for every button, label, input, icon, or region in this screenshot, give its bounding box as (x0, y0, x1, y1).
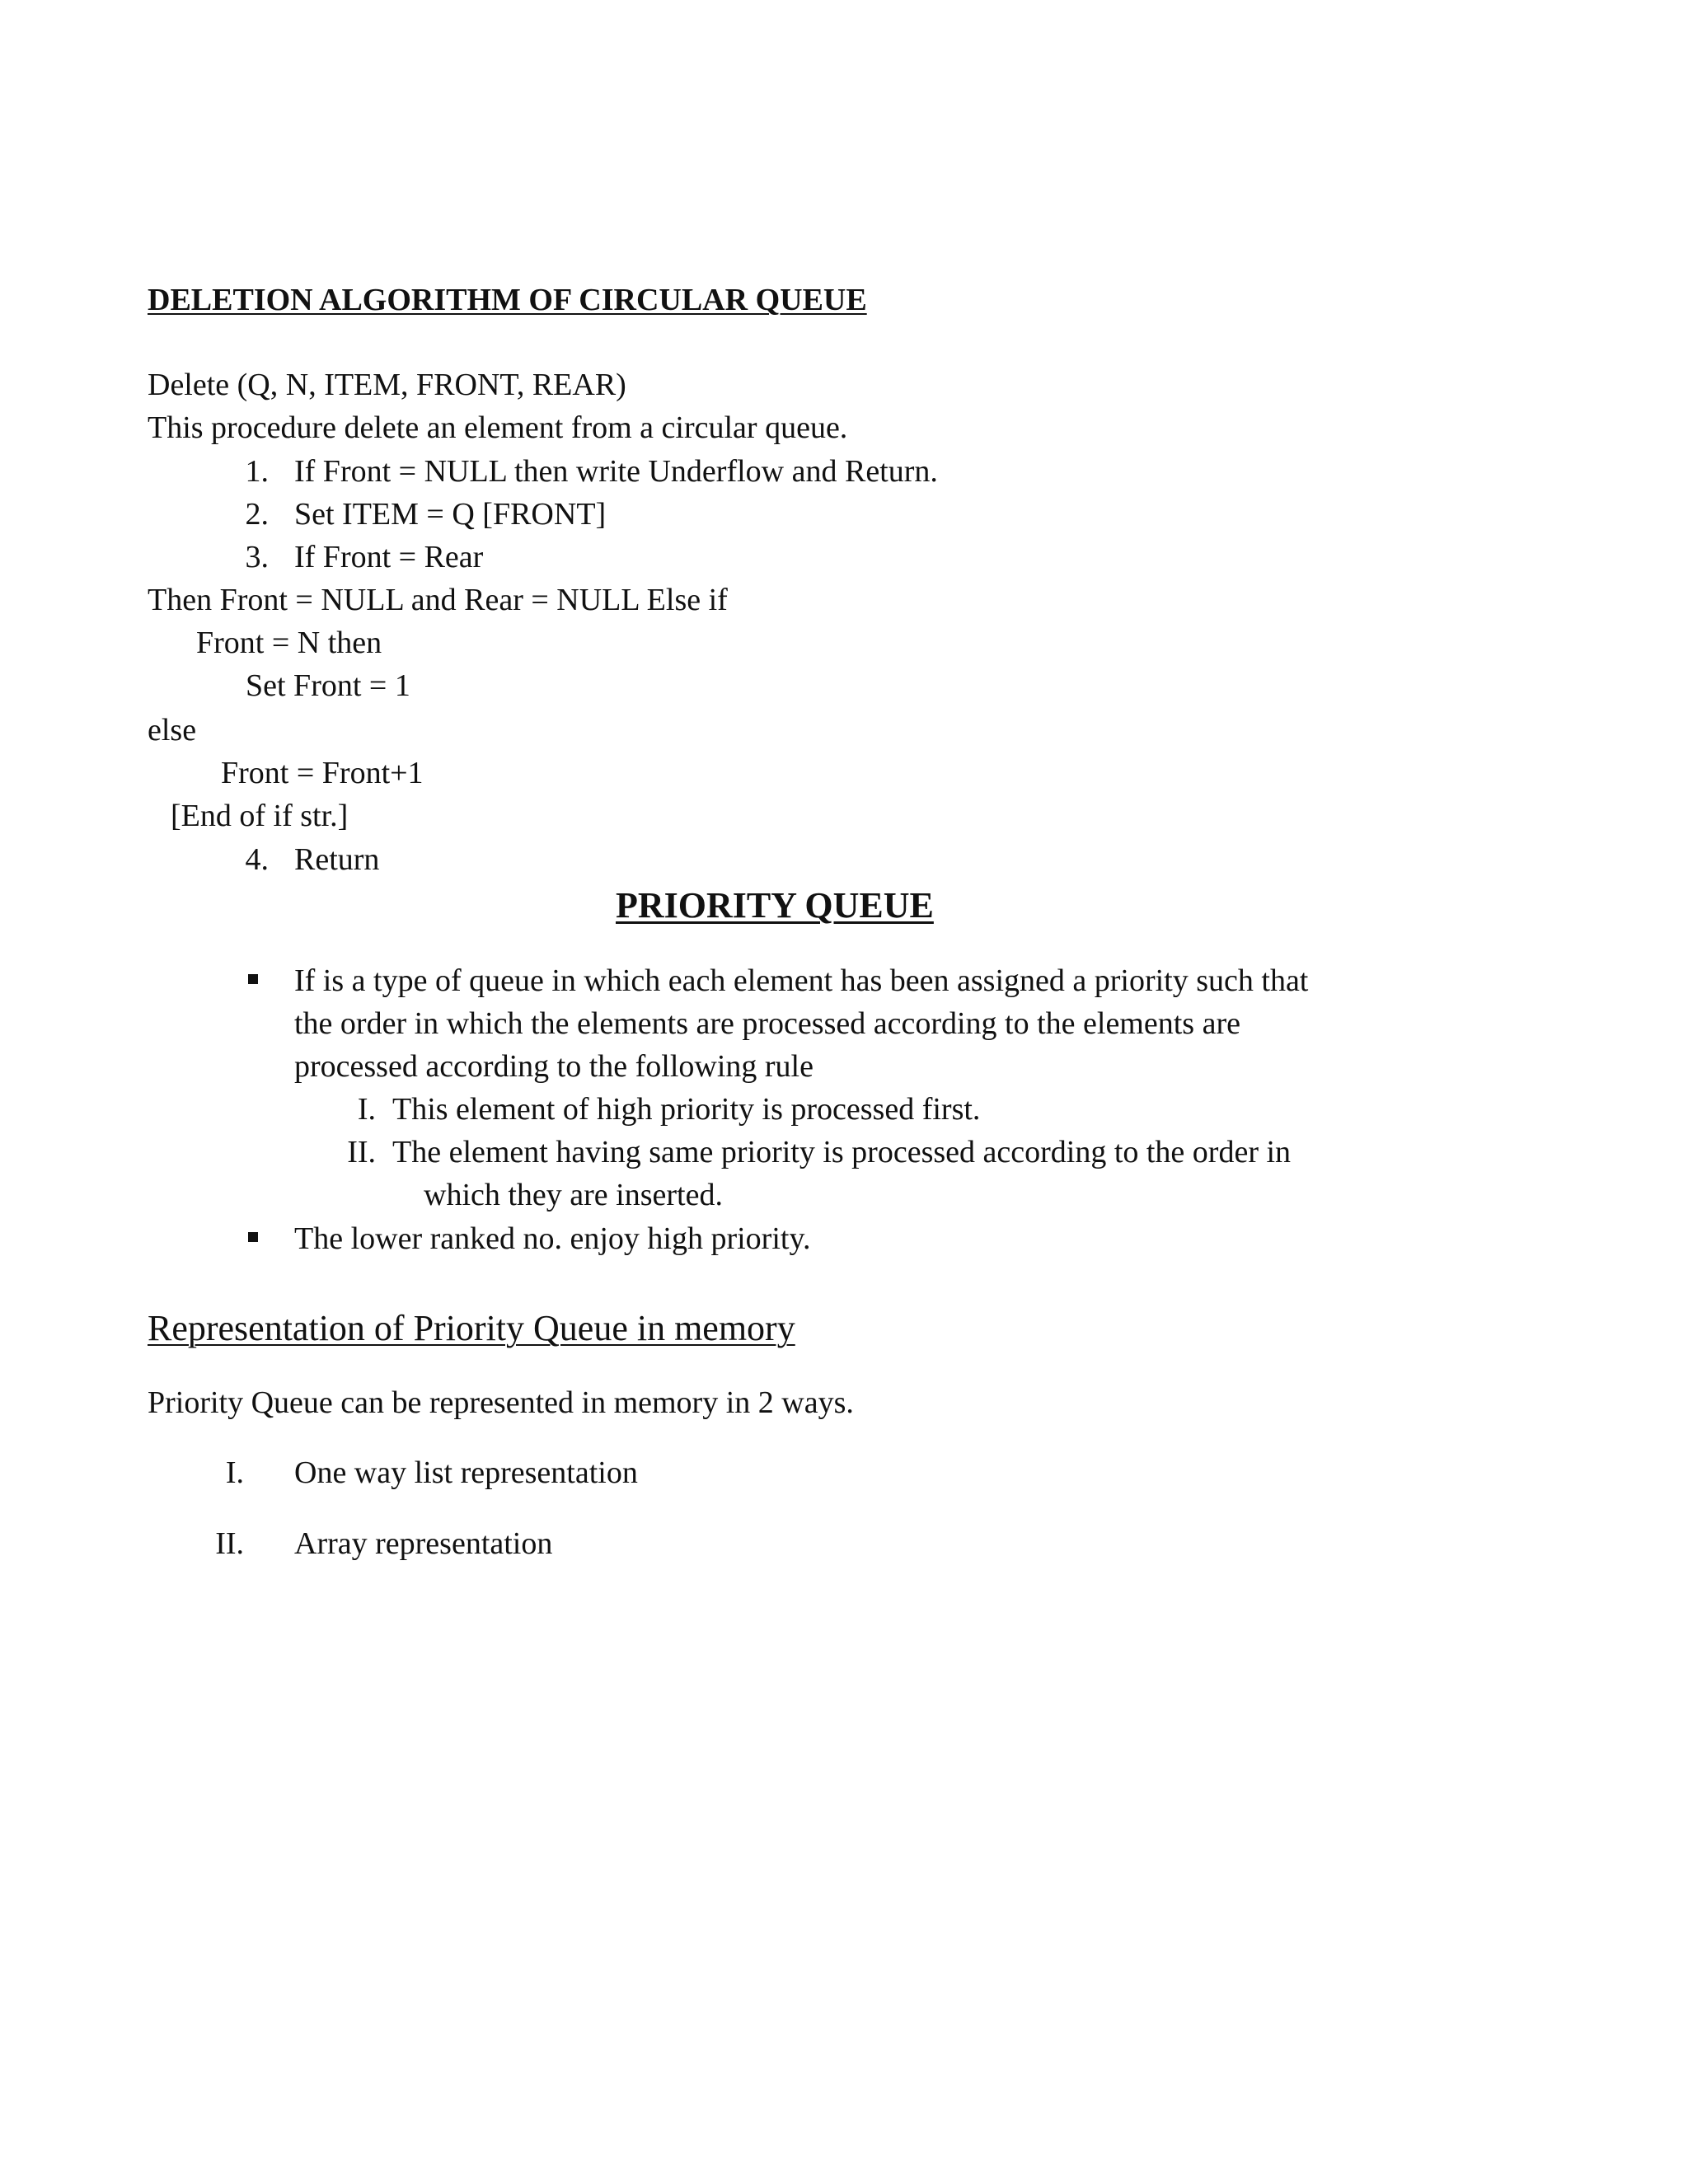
step-number: 4. (245, 842, 269, 877)
rule-text: This element of high priority is processed first. (392, 1092, 981, 1127)
deletion-title: DELETION ALGORITHM OF CIRCULAR QUEUE (148, 283, 867, 317)
rule-text: which they are inserted. (424, 1178, 723, 1212)
step-text: Return (294, 842, 380, 877)
way-text: Array representation (294, 1526, 553, 1561)
step-number: 1. (245, 454, 269, 489)
deletion-description: This procedure delete an element from a circular queue. (148, 410, 848, 445)
bullet-icon (248, 1232, 258, 1242)
rule-number: II. (347, 1135, 376, 1169)
bullet-text: The lower ranked no. enjoy high priority. (294, 1221, 811, 1256)
algorithm-line: Front = N then (196, 626, 382, 660)
bullet-icon (248, 974, 258, 984)
rule-number: I. (357, 1092, 376, 1127)
bullet-text: the order in which the elements are processed according to the elements are (294, 1006, 1240, 1041)
step-text: Set ITEM = Q [FRONT] (294, 497, 607, 532)
algorithm-line: Front = Front+1 (221, 756, 424, 790)
step-text: If Front = NULL then write Underflow and Return. (294, 454, 938, 489)
algorithm-line: Set Front = 1 (246, 668, 410, 703)
bullet-text: processed according to the following rule (294, 1049, 814, 1084)
step-text: If Front = Rear (294, 540, 484, 574)
bullet-text: If is a type of queue in which each element has been assigned a priority such that (294, 963, 1309, 998)
algorithm-line: [End of if str.] (171, 799, 349, 833)
priority-queue-title: PRIORITY QUEUE (616, 885, 934, 926)
step-number: 3. (245, 540, 269, 574)
representation-intro: Priority Queue can be represented in memory in 2 ways. (148, 1385, 854, 1420)
rule-text: The element having same priority is processed according to the order in (392, 1135, 1292, 1169)
step-number: 2. (245, 497, 269, 532)
way-number: I. (225, 1455, 244, 1490)
representation-title: Representation of Priority Queue in memory (148, 1308, 795, 1348)
way-text: One way list representation (294, 1455, 638, 1490)
algorithm-line: else (148, 713, 197, 748)
deletion-signature: Delete (Q, N, ITEM, FRONT, REAR) (148, 368, 626, 402)
way-number: II. (215, 1526, 244, 1561)
algorithm-line: Then Front = NULL and Rear = NULL Else if (148, 583, 728, 617)
